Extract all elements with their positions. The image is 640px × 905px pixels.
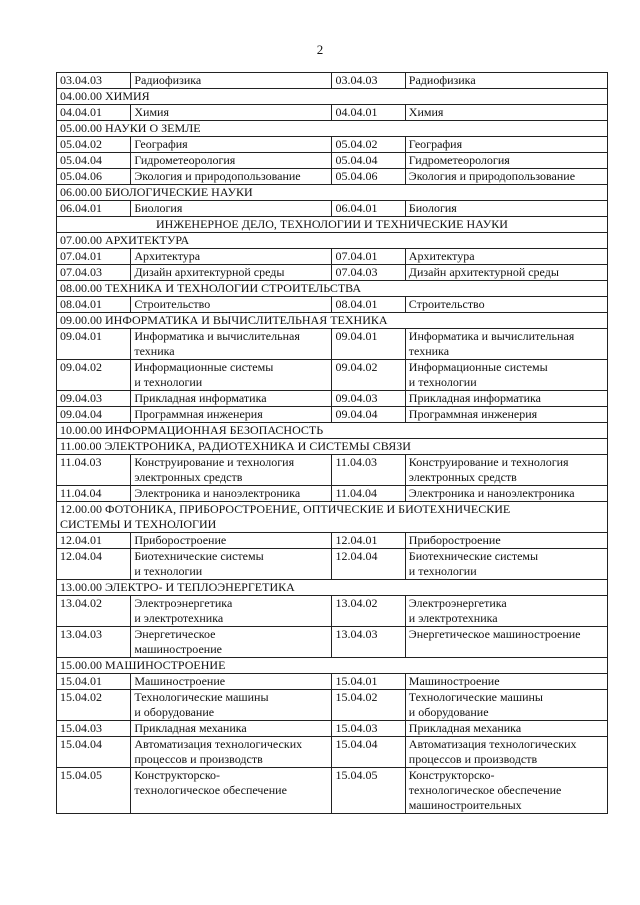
table-row <box>57 486 608 502</box>
table-row <box>57 329 608 360</box>
table-row <box>57 73 608 89</box>
new-code-cell: 12.04.04 <box>332 549 405 580</box>
new-name-cell: Экология и природопользование <box>405 169 607 185</box>
section-row <box>57 439 608 455</box>
new-code-cell: 15.04.01 <box>332 674 405 690</box>
section-title: 08.00.00 ТЕХНИКА И ТЕХНОЛОГИИ СТРОИТЕЛЬСТВА <box>57 281 608 297</box>
new-code-cell: 09.04.01 <box>332 329 405 360</box>
section-row <box>57 89 608 105</box>
group-header-row <box>57 217 608 233</box>
table-row <box>57 737 608 768</box>
table-row <box>57 549 608 580</box>
new-name-cell: Информационные системы и технологии <box>405 360 607 391</box>
new-code-cell: 07.04.03 <box>332 265 405 281</box>
old-code-cell: 03.04.03 <box>57 73 131 89</box>
old-name-cell: Конструкторско- технологическое обеспечение <box>131 768 332 814</box>
old-code-cell: 05.04.06 <box>57 169 131 185</box>
old-code-cell: 05.04.02 <box>57 137 131 153</box>
new-code-cell: 06.04.01 <box>332 201 405 217</box>
new-code-cell: 13.04.03 <box>332 627 405 658</box>
new-code-cell: 15.04.02 <box>332 690 405 721</box>
old-name-cell: Автоматизация технологических процессов и производств <box>131 737 332 768</box>
section-title: 06.00.00 БИОЛОГИЧЕСКИЕ НАУКИ <box>57 185 608 201</box>
table-row <box>57 153 608 169</box>
old-code-cell: 07.04.01 <box>57 249 131 265</box>
table-row <box>57 533 608 549</box>
new-code-cell: 09.04.04 <box>332 407 405 423</box>
old-code-cell: 11.04.03 <box>57 455 131 486</box>
old-code-cell: 15.04.05 <box>57 768 131 814</box>
new-name-cell: Машиностроение <box>405 674 607 690</box>
table-row <box>57 201 608 217</box>
new-name-cell: Прикладная информатика <box>405 391 607 407</box>
old-code-cell: 08.04.01 <box>57 297 131 313</box>
new-code-cell: 09.04.03 <box>332 391 405 407</box>
old-code-cell: 09.04.01 <box>57 329 131 360</box>
old-name-cell: Электроника и наноэлектроника <box>131 486 332 502</box>
table-row <box>57 137 608 153</box>
new-code-cell: 13.04.02 <box>332 596 405 627</box>
new-name-cell: Радиофизика <box>405 73 607 89</box>
old-code-cell: 04.04.01 <box>57 105 131 121</box>
new-code-cell: 05.04.02 <box>332 137 405 153</box>
old-code-cell: 12.04.04 <box>57 549 131 580</box>
section-row <box>57 233 608 249</box>
new-code-cell: 15.04.04 <box>332 737 405 768</box>
table-row <box>57 391 608 407</box>
section-title: 12.00.00 ФОТОНИКА, ПРИБОРОСТРОЕНИЕ, ОПТИЧЕСКИЕ И БИОТЕХНИЧЕСКИЕ СИСТЕМЫ И ТЕХНОЛОГИИ <box>57 502 608 533</box>
table-row <box>57 596 608 627</box>
table-row <box>57 627 608 658</box>
table-row <box>57 690 608 721</box>
old-code-cell: 06.04.01 <box>57 201 131 217</box>
section-row <box>57 658 608 674</box>
old-name-cell: Машиностроение <box>131 674 332 690</box>
old-name-cell: Радиофизика <box>131 73 332 89</box>
old-name-cell: Биотехнические системы и технологии <box>131 549 332 580</box>
table-row <box>57 265 608 281</box>
table-row <box>57 249 608 265</box>
old-code-cell: 09.04.02 <box>57 360 131 391</box>
new-name-cell: Архитектура <box>405 249 607 265</box>
section-row <box>57 281 608 297</box>
old-code-cell: 09.04.04 <box>57 407 131 423</box>
old-code-cell: 12.04.01 <box>57 533 131 549</box>
new-name-cell: Строительство <box>405 297 607 313</box>
new-code-cell: 09.04.02 <box>332 360 405 391</box>
section-title: 07.00.00 АРХИТЕКТУРА <box>57 233 608 249</box>
new-name-cell: Энергетическое машиностроение <box>405 627 607 658</box>
new-name-cell: Информатика и вычислительная техника <box>405 329 607 360</box>
table-row <box>57 674 608 690</box>
new-name-cell: Дизайн архитектурной среды <box>405 265 607 281</box>
page-number: 2 <box>316 42 324 57</box>
table-row <box>57 360 608 391</box>
new-name-cell: Химия <box>405 105 607 121</box>
new-code-cell: 05.04.06 <box>332 169 405 185</box>
new-name-cell: География <box>405 137 607 153</box>
old-code-cell: 13.04.02 <box>57 596 131 627</box>
new-code-cell: 03.04.03 <box>332 73 405 89</box>
old-name-cell: Гидрометеорология <box>131 153 332 169</box>
section-row <box>57 423 608 439</box>
table-row <box>57 407 608 423</box>
section-row <box>57 185 608 201</box>
new-name-cell: Электроника и наноэлектроника <box>405 486 607 502</box>
old-name-cell: Экология и природопользование <box>131 169 332 185</box>
old-name-cell: Информатика и вычислительная техника <box>131 329 332 360</box>
new-code-cell: 07.04.01 <box>332 249 405 265</box>
table-row <box>57 455 608 486</box>
table-row <box>57 297 608 313</box>
old-name-cell: Прикладная информатика <box>131 391 332 407</box>
new-name-cell: Приборостроение <box>405 533 607 549</box>
old-name-cell: География <box>131 137 332 153</box>
old-name-cell: Технологические машины и оборудование <box>131 690 332 721</box>
new-name-cell: Электроэнергетика и электротехника <box>405 596 607 627</box>
table-row <box>57 768 608 814</box>
section-title: 11.00.00 ЭЛЕКТРОНИКА, РАДИОТЕХНИКА И СИСТЕМЫ СВЯЗИ <box>57 439 608 455</box>
old-name-cell: Конструирование и технология электронных средств <box>131 455 332 486</box>
old-code-cell: 15.04.01 <box>57 674 131 690</box>
new-code-cell: 04.04.01 <box>332 105 405 121</box>
table-row <box>57 169 608 185</box>
old-code-cell: 15.04.03 <box>57 721 131 737</box>
old-name-cell: Программная инженерия <box>131 407 332 423</box>
new-name-cell: Программная инженерия <box>405 407 607 423</box>
specialties-table <box>56 72 608 814</box>
old-name-cell: Электроэнергетика и электротехника <box>131 596 332 627</box>
section-title: 05.00.00 НАУКИ О ЗЕМЛЕ <box>57 121 608 137</box>
new-code-cell: 11.04.04 <box>332 486 405 502</box>
new-name-cell: Биотехнические системы и технологии <box>405 549 607 580</box>
table-row <box>57 105 608 121</box>
new-name-cell: Конструирование и технология электронных средств <box>405 455 607 486</box>
section-row <box>57 313 608 329</box>
new-code-cell: 15.04.03 <box>332 721 405 737</box>
new-code-cell: 05.04.04 <box>332 153 405 169</box>
section-row <box>57 121 608 137</box>
section-title: 15.00.00 МАШИНОСТРОЕНИЕ <box>57 658 608 674</box>
old-name-cell: Химия <box>131 105 332 121</box>
table-body <box>57 73 608 814</box>
old-name-cell: Энергетическое машиностроение <box>131 627 332 658</box>
old-code-cell: 07.04.03 <box>57 265 131 281</box>
new-code-cell: 15.04.05 <box>332 768 405 814</box>
old-name-cell: Приборостроение <box>131 533 332 549</box>
new-code-cell: 12.04.01 <box>332 533 405 549</box>
old-code-cell: 11.04.04 <box>57 486 131 502</box>
old-name-cell: Биология <box>131 201 332 217</box>
section-title: 09.00.00 ИНФОРМАТИКА И ВЫЧИСЛИТЕЛЬНАЯ ТЕХНИКА <box>57 313 608 329</box>
group-title: ИНЖЕНЕРНОЕ ДЕЛО, ТЕХНОЛОГИИ И ТЕХНИЧЕСКИЕ НАУКИ <box>57 217 608 233</box>
table-row <box>57 721 608 737</box>
new-name-cell: Технологические машины и оборудование <box>405 690 607 721</box>
section-title: 10.00.00 ИНФОРМАЦИОННАЯ БЕЗОПАСНОСТЬ <box>57 423 608 439</box>
new-name-cell: Биология <box>405 201 607 217</box>
old-code-cell: 13.04.03 <box>57 627 131 658</box>
old-name-cell: Строительство <box>131 297 332 313</box>
new-code-cell: 11.04.03 <box>332 455 405 486</box>
section-row <box>57 580 608 596</box>
old-code-cell: 15.04.04 <box>57 737 131 768</box>
new-name-cell: Конструкторско- технологическое обеспечение машиностроительных <box>405 768 607 814</box>
section-row <box>57 502 608 533</box>
new-code-cell: 08.04.01 <box>332 297 405 313</box>
section-title: 13.00.00 ЭЛЕКТРО- И ТЕПЛОЭНЕРГЕТИКА <box>57 580 608 596</box>
new-name-cell: Гидрометеорология <box>405 153 607 169</box>
old-code-cell: 09.04.03 <box>57 391 131 407</box>
old-code-cell: 05.04.04 <box>57 153 131 169</box>
new-name-cell: Автоматизация технологических процессов и производств <box>405 737 607 768</box>
section-title: 04.00.00 ХИМИЯ <box>57 89 608 105</box>
old-name-cell: Дизайн архитектурной среды <box>131 265 332 281</box>
old-code-cell: 15.04.02 <box>57 690 131 721</box>
new-name-cell: Прикладная механика <box>405 721 607 737</box>
old-name-cell: Прикладная механика <box>131 721 332 737</box>
old-name-cell: Архитектура <box>131 249 332 265</box>
old-name-cell: Информационные системы и технологии <box>131 360 332 391</box>
